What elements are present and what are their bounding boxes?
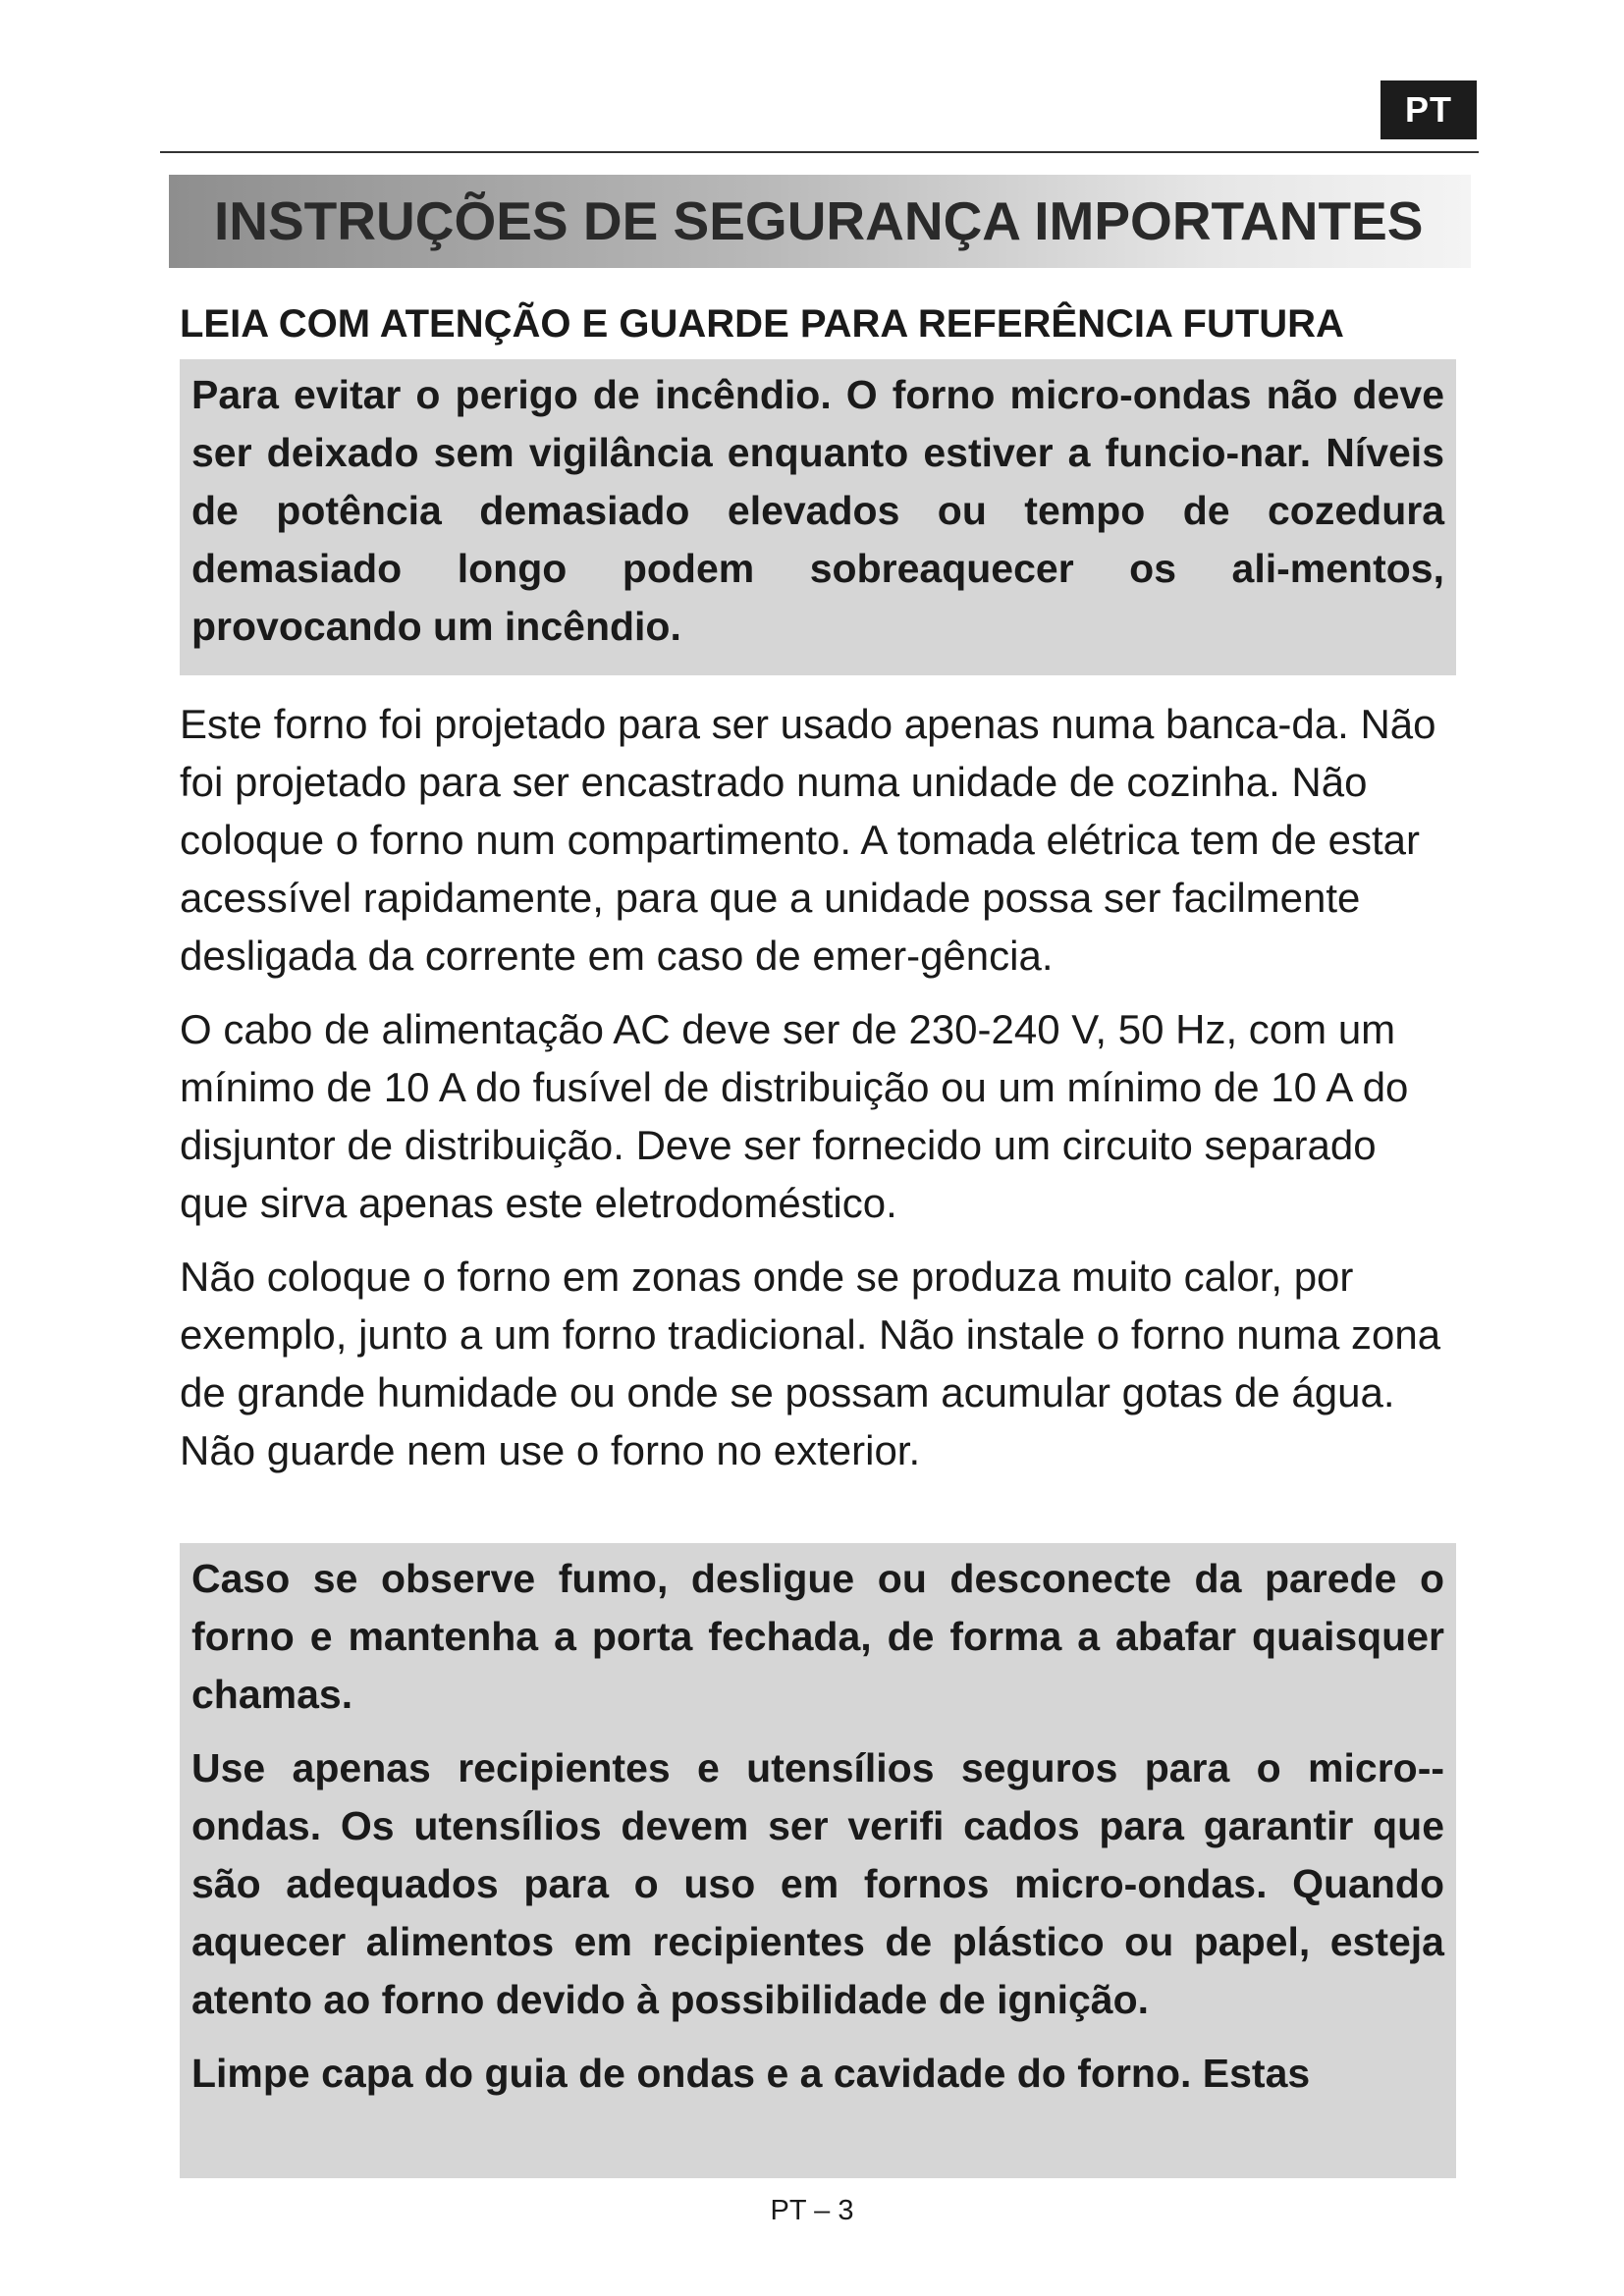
title-band (169, 175, 1471, 268)
page-title: INSTRUÇÕES DE SEGURANÇA IMPORTANTES (214, 190, 1424, 251)
language-badge: PT (1380, 80, 1477, 139)
body-paragraph: Não coloque o forno em zonas onde se produza muito calor, por exemplo, junto a um forno tradicional. Não instale o forno numa zona de grande humidade ou onde se possam acumular gotas de água. Não guarde nem use o forno no exterior. (180, 1254, 1441, 1473)
body-paragraph: Este forno foi projetado para ser usado apenas numa banca-da. Não foi projetado para ser encastrado numa unidade de cozinha. Não coloque o forno num compartimento. A tomada elétrica tem de estar acessível rapidamente, para que a unidade possa ser facilmente desligada da corrente em caso de emer-gência. (180, 701, 1436, 979)
safety-warning-box (180, 1543, 1456, 2178)
fire-warning-box (180, 359, 1456, 675)
header-rule (160, 151, 1479, 153)
page-subtitle: LEIA COM ATENÇÃO E GUARDE PARA REFERÊNCIA FUTURA (180, 302, 1344, 346)
body-section (180, 695, 1456, 1479)
page-number: PT – 3 (770, 2195, 854, 2226)
warning-paragraph: Use apenas recipientes e utensílios seguros para o micro--ondas. Os utensílios devem ser verifi cados para garantir que são adequados para o uso em fornos micro-ondas. Quando aquecer alimentos em recipientes de plástico ou papel, esteja atento ao forno devido à possibilidade de ignição. (191, 1745, 1444, 2022)
warning-paragraph: Limpe capa do guia de ondas e a cavidade do forno. Estas (191, 2051, 1311, 2096)
warning-paragraph: Caso se observe fumo, desligue ou desconecte da parede o forno e mantenha a porta fechada, de forma a abafar quaisquer chamas. (191, 1556, 1444, 1717)
body-paragraph: O cabo de alimentação AC deve ser de 230-240 V, 50 Hz, com um mínimo de 10 A do fusível de distribuição ou um mínimo de 10 A do disjuntor de distribuição. Deve ser fornecido um circuito separado que sirva apenas este eletrodoméstico. (180, 1006, 1409, 1226)
fire-warning-text: Para evitar o perigo de incêndio. O forno micro-ondas não deve ser deixado sem vigilância enquanto estiver a funcio-nar. Níveis de potência demasiado elevados ou tempo de cozedura demasiado longo podem sobreaquecer os ali-mentos, provocando um incêndio. (191, 372, 1444, 649)
